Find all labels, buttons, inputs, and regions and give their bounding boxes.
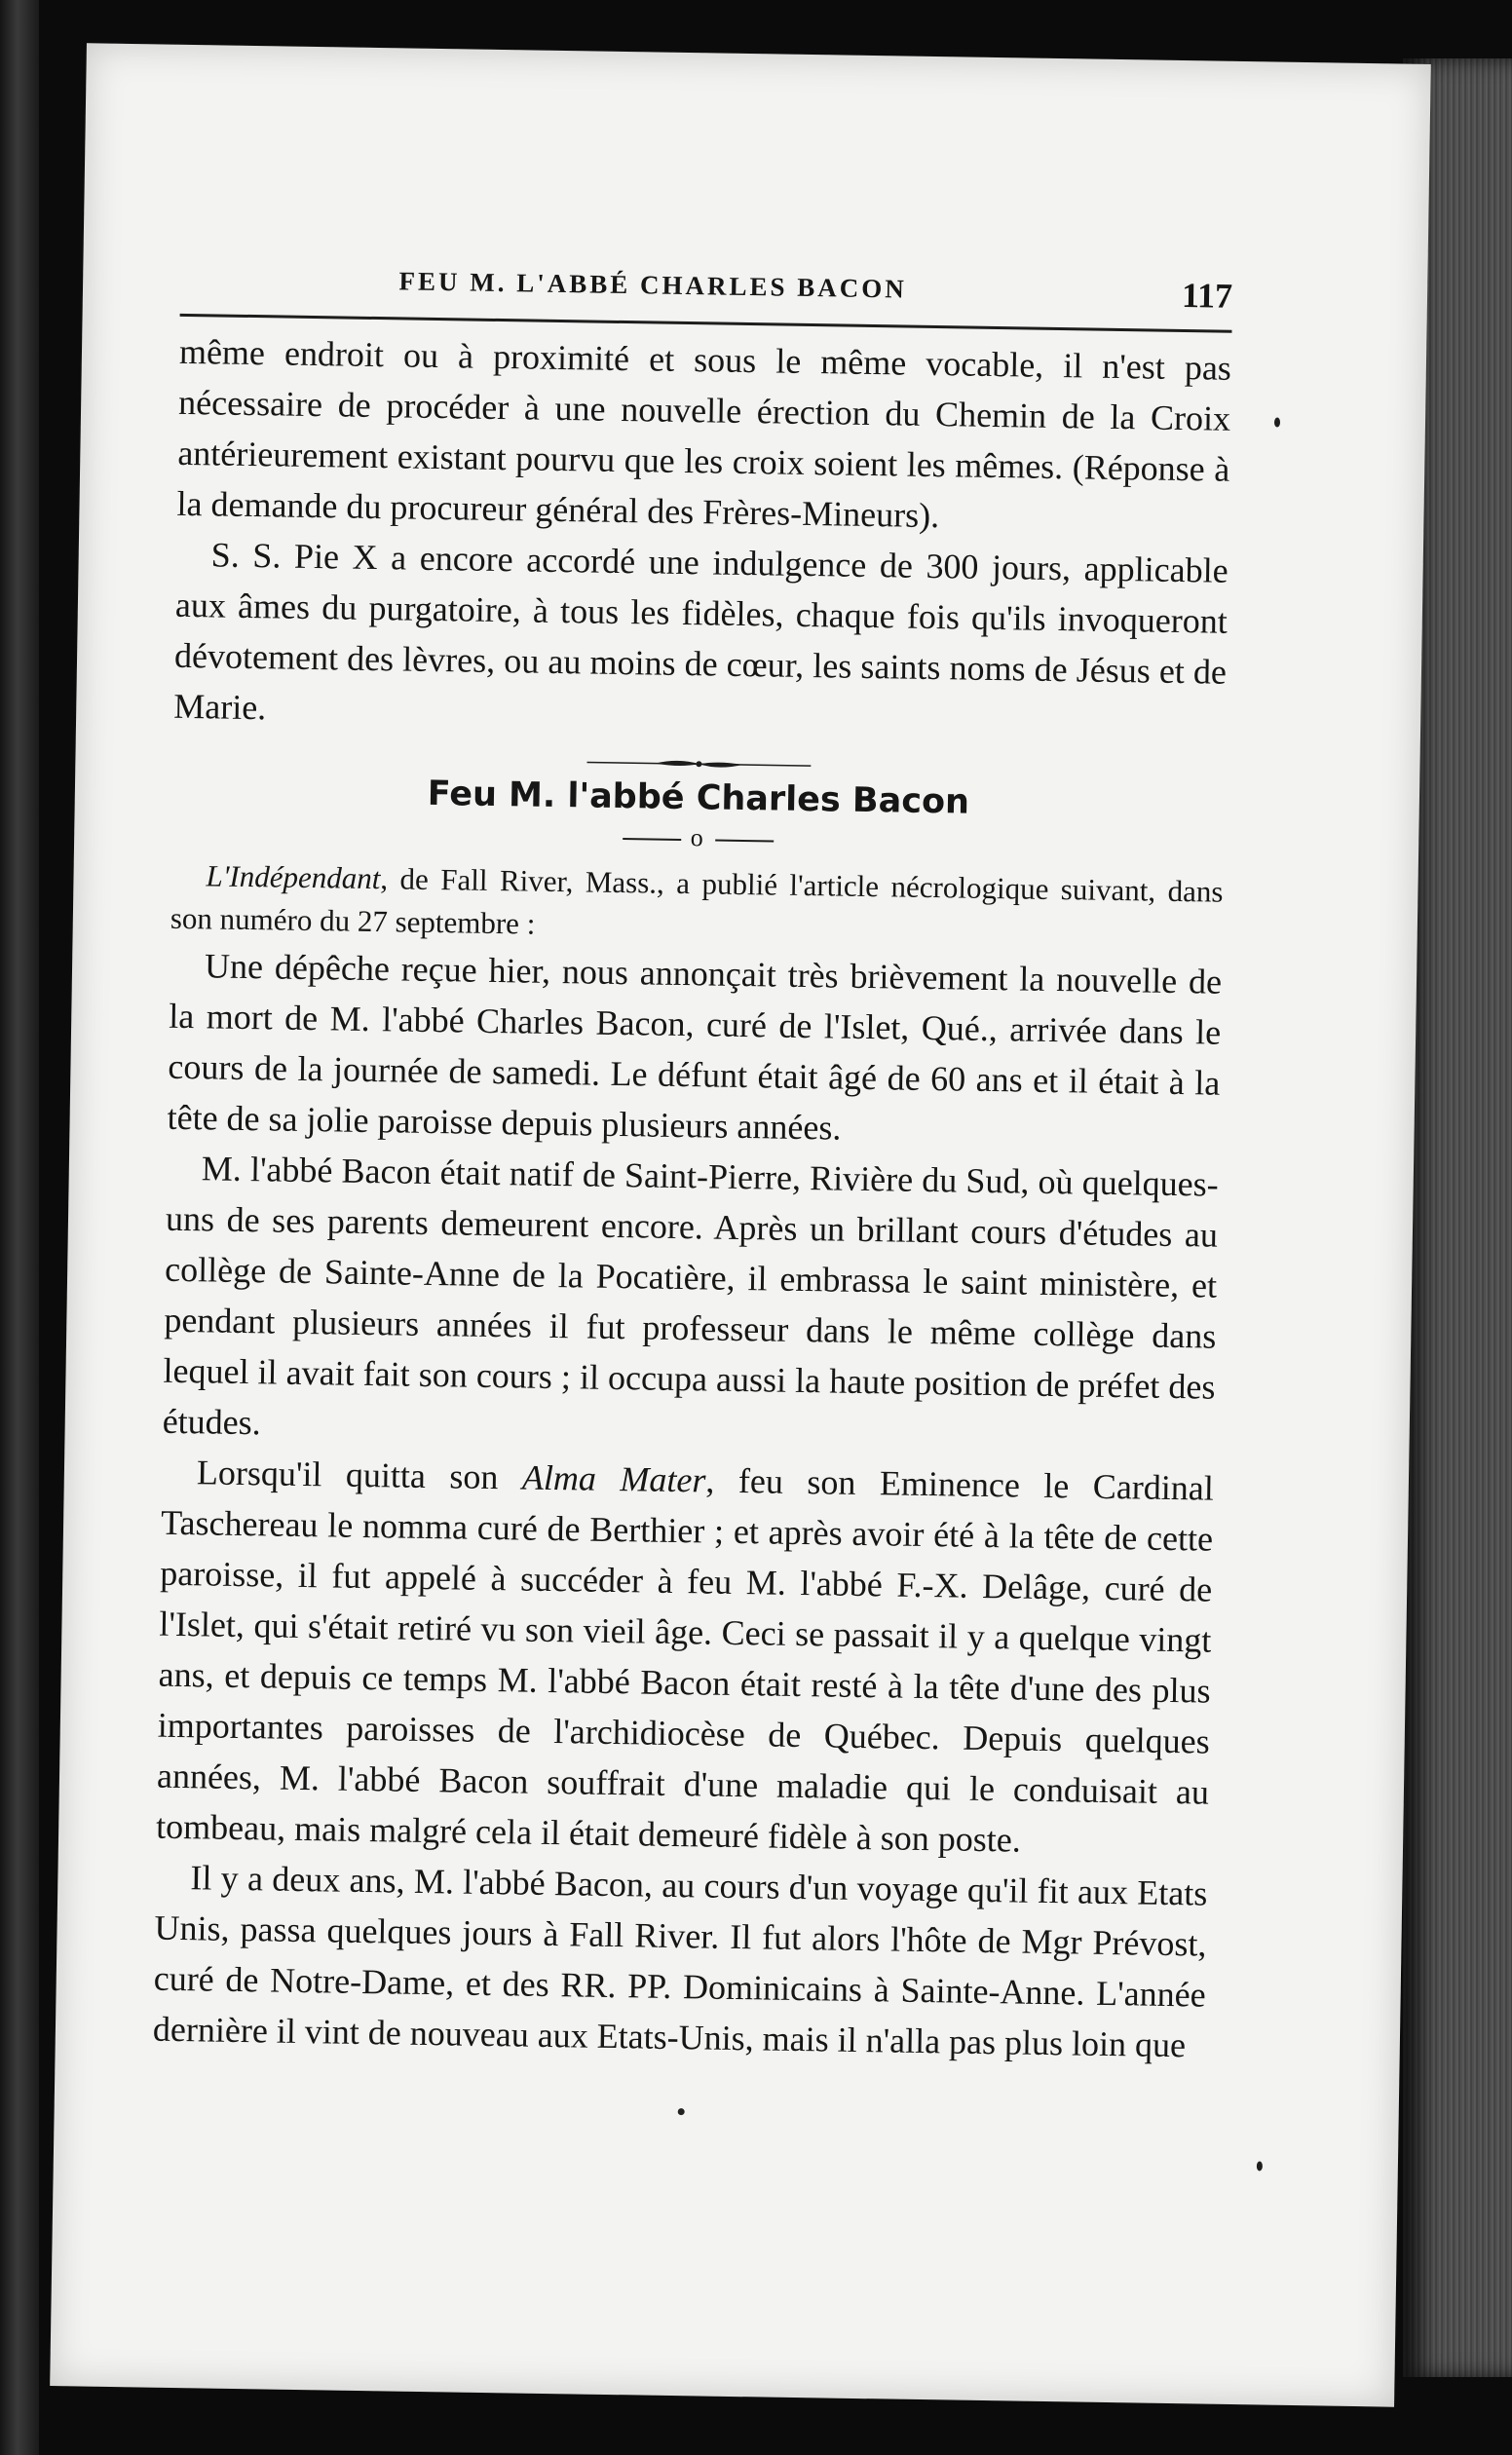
career-text-rest: , feu son Eminence le Cardinal Taschereau le nomma curé de Berthier ; et après avoir été à la tête de cette paroisse, il fut appelé à succéder à feu M. l'abbé F.-X. Delâge, curé de l'Islet, qui s'était retiré vu son vieil âge. Ceci se passait il y a quelque vingt ans, et depuis ce temps M. l'abbé Bacon était resté à la tête d'une des plus importantes paroisses de l'archidiocèse de Québec. Depuis quelques années, M. l'abbé Bacon souffrait d'une maladie qui le conduisait au tombeau, mais malgré cela il était demeuré fidèle à son poste. — [155, 1460, 1215, 1860]
paragraph-biography: M. l'abbé Bacon était natif de Saint-Pierre, Rivière du Sud, où quelques-uns de ses parents demeurent encore. Après un brillant cours d'études au collège de Sainte-Anne de la Pocatière, il embrassa le saint ministère, et pendant plusieurs années il fut professeur dans le même collège dans lequel il avait fait son cours ; il occupa aussi la haute position de préfet des études. — [162, 1149, 1220, 1443]
paragraph-indulgence: S. S. Pie X a encore accordé une indulgence de 300 jours, applicable aux âmes du purgatoire, à tous les fidèles, chaque fois qu'ils invoqueront dévotement des lèvres, ou au moins de cœur, les saints noms de Jésus et de Marie. — [172, 535, 1228, 728]
alma-mater: Alma Mater — [521, 1457, 706, 1500]
separator-mark: o — [690, 823, 705, 852]
article-intro — [170, 854, 1224, 957]
margin-speck — [1257, 2161, 1263, 2171]
paragraph-career — [156, 1447, 1214, 1869]
text-block — [153, 259, 1233, 2071]
page-sheet — [50, 43, 1431, 2406]
article-title: Feu M. l'abbé Charles Bacon — [427, 774, 970, 822]
running-title: FEU M. L'ABBÉ CHARLES BACON — [398, 266, 908, 304]
running-head — [180, 259, 1233, 324]
paragraph-continuation: même endroit ou à proximité et sous le même vocable, il n'est pas nécessaire de procéder à une nouvelle érection du Chemin de la Croix antérieurement existant pourvu que les croix soient les mêmes. (Réponse à la demande du procureur général des Frères-Mineurs). — [176, 331, 1232, 536]
paragraph-travels: Il y a deux ans, M. l'abbé Bacon, au cours d'un voyage qu'il fit aux Etats Unis, passa quelques jours à Fall River. Il fut alors l'hôte de Mgr Prévost, curé de Notre-Dame, et des RR. PP. Dominicains à Sainte-Anne. L'année dernière il vint de nouveau aux Etats-Unis, mais il n'alla pas plus loin que — [152, 1858, 1208, 2065]
ornament-rule-icon — [586, 755, 811, 773]
intro-text: , de Fall River, Mass., a publié l'article nécrologique suivant, dans son numéro du 27 septembre : — [170, 861, 1224, 941]
separator-line-left — [623, 838, 681, 841]
page-speck — [678, 2108, 685, 2115]
career-text-start: Lorsqu'il quitta son — [196, 1453, 523, 1497]
margin-speck — [1274, 418, 1280, 428]
page-number: 117 — [1181, 276, 1233, 316]
newspaper-name: L'Indépendant — [206, 858, 381, 896]
separator-line-right — [715, 840, 774, 843]
paragraph-death-notice: Une dépêche reçue hier, nous annonçait très brièvement la nouvelle de la mort de M. l'abbé Charles Bacon, curé de l'Islet, Qué., arrivée dans le cours de la journée de samedi. Le défunt était âgé de 60 ans et il était à la tête de sa jolie paroisse depuis plusieurs années. — [167, 946, 1223, 1148]
facing-page-edge — [0, 0, 39, 2455]
